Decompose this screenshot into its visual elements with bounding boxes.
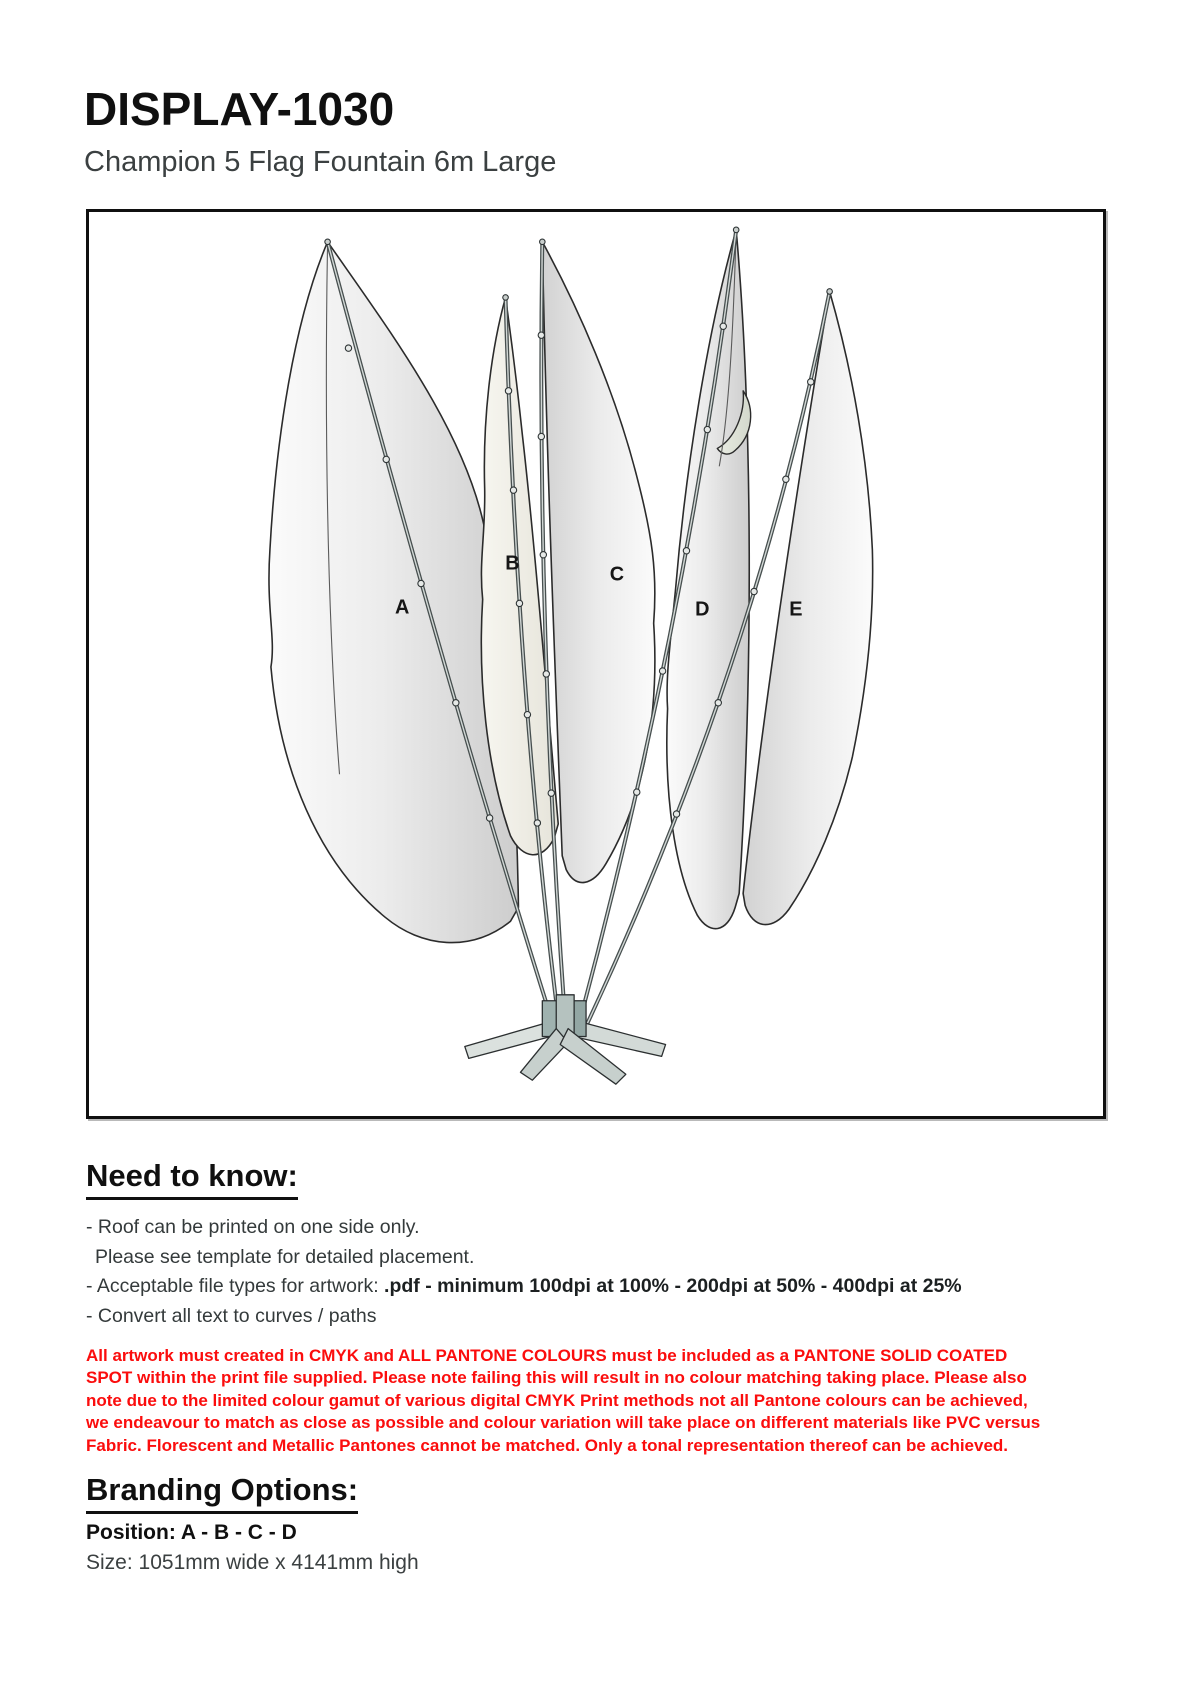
page-title: DISPLAY-1030 — [84, 83, 395, 135]
filetypes-specs: .pdf - minimum 100dpi at 100% - 200dpi at 50% - 400dpi at 25% — [384, 1275, 962, 1297]
pantone-warning-text: All artwork must created in CMYK and ALL PANTONE COLOURS must be included as a PANTONE SOLID COATED SPOT within the print file supplied. Please note failing this will result in no colour matching taking place. Please also note due to the limited colour gamut of various digital CMYK Print methods not all Pantone colours can be achieved, we endeavour to match as close as possible and colour variation will take place on different materials like PVC versus Fabric. Florescent and Metallic Pantones cannot be matched. Only a tonal representation thereof can be achieved. — [86, 1346, 1041, 1455]
branding-options-heading-text: Branding Options: — [86, 1472, 358, 1514]
position-value: A - B - C - D — [180, 1521, 297, 1544]
need-to-know-heading-text: Need to know: — [86, 1158, 298, 1200]
flag-a — [269, 242, 518, 943]
flag-label-a: A — [394, 596, 410, 619]
product-diagram-frame — [86, 209, 1106, 1119]
size-label: Size: — [86, 1551, 133, 1574]
flag-a-fabric — [269, 242, 518, 943]
need-to-know-item-template: Please see template for detailed placement. — [95, 1245, 475, 1268]
filetypes-prefix: - Acceptable file types for artwork: — [86, 1275, 385, 1297]
pole-finials — [325, 227, 833, 300]
flag-fountain-illustration — [89, 212, 1103, 1116]
branding-options-heading — [86, 1472, 358, 1514]
branding-size — [86, 1551, 419, 1575]
base-stand — [465, 995, 666, 1084]
need-to-know-item-curves: - Convert all text to curves / paths — [86, 1304, 377, 1327]
size-value: 1051mm wide x 4141mm high — [138, 1551, 419, 1574]
need-to-know-heading — [86, 1158, 298, 1200]
flag-label-d: D — [695, 598, 710, 621]
branding-position — [86, 1521, 297, 1545]
flag-label-c: C — [609, 563, 625, 586]
flag-label-e: E — [789, 598, 803, 621]
flag-label-b: B — [505, 552, 520, 575]
product-name: Champion 5 Flag Fountain 6m Large — [84, 146, 557, 178]
need-to-know-item-roof: - Roof can be printed on one side only. — [86, 1216, 420, 1238]
need-to-know-item-filetypes — [86, 1272, 1116, 1302]
need-to-know-list — [86, 1213, 1116, 1331]
position-label: Position: — [86, 1521, 176, 1544]
